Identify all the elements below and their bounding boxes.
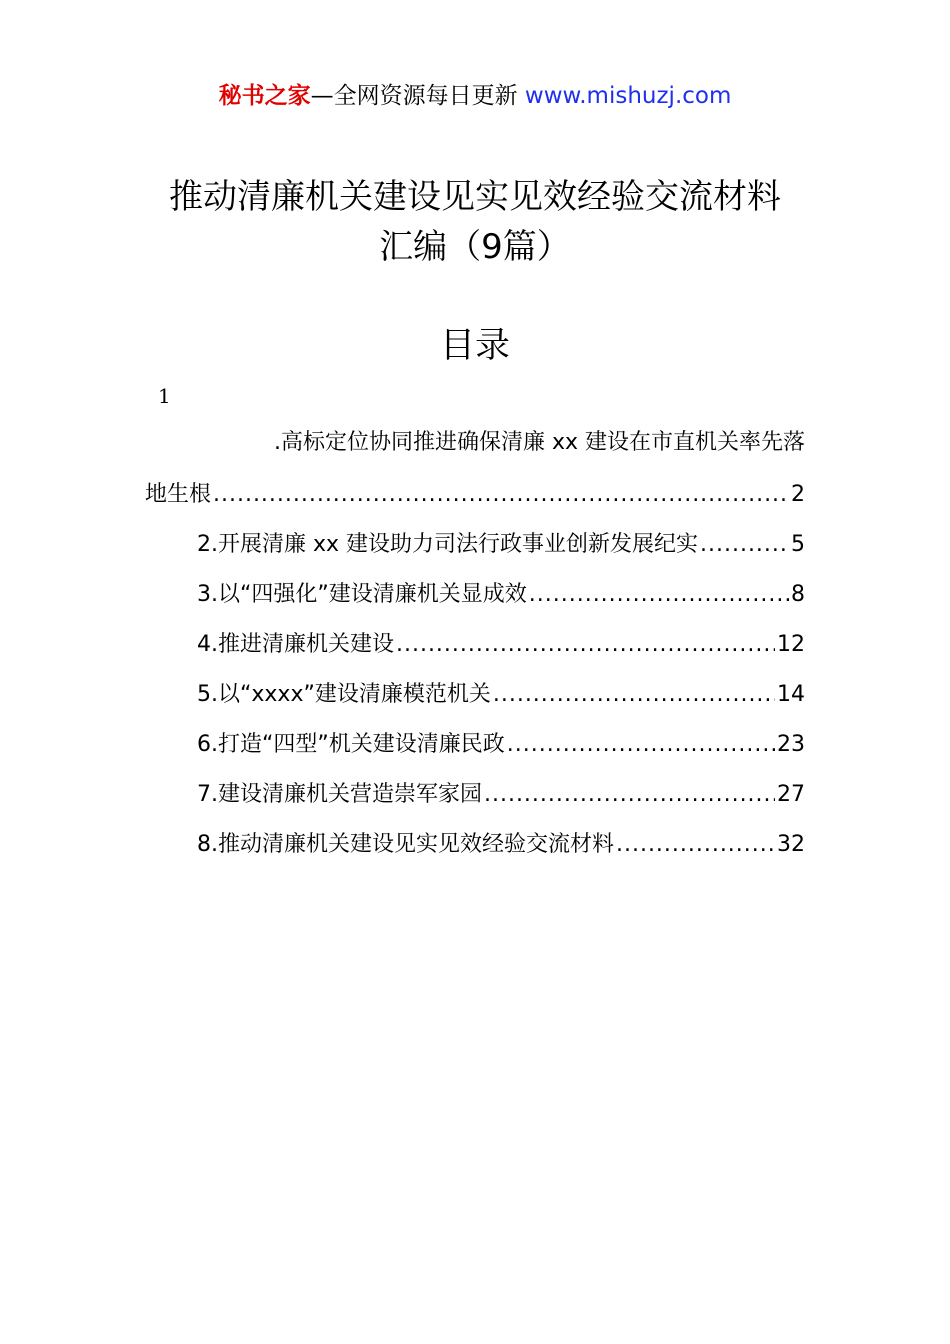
toc-entry-1-line-1[interactable] <box>145 425 805 459</box>
toc-entry-1-line-2[interactable] <box>145 477 805 511</box>
toc-entry-6[interactable] <box>197 727 805 761</box>
toc-leader-dots <box>493 682 775 707</box>
site-url-link[interactable]: www.mishuzj.com <box>524 83 732 109</box>
toc-entry-text: .高标定位协同推进确保清廉 xx 建设在市直机关率先落 <box>273 430 805 455</box>
toc-page-number: 8 <box>791 582 805 607</box>
toc-entry-7[interactable] <box>197 777 805 811</box>
toc-page-number: 2 <box>791 482 805 507</box>
toc-leader-dots <box>616 832 775 857</box>
brand-name: 秘书之家 <box>218 83 311 109</box>
toc-leader-dots <box>396 632 775 657</box>
toc-leader-dots <box>484 782 775 807</box>
toc-entry-4[interactable] <box>197 627 805 661</box>
toc-page-number: 12 <box>777 632 805 657</box>
header-tagline: —全网资源每日更新 <box>310 83 525 109</box>
toc-entry-2[interactable] <box>197 527 805 561</box>
toc-entry-3[interactable] <box>197 577 805 611</box>
toc-page-number: 32 <box>777 832 805 857</box>
toc-entry-text: 3.以“四强化”建设清廉机关显成效 <box>197 582 527 607</box>
site-header <box>0 80 950 112</box>
toc-entry-text: 2.开展清廉 xx 建设助力司法行政事业创新发展纪实 <box>197 532 699 557</box>
toc-entry-text: 4.推进清廉机关建设 <box>197 632 394 657</box>
toc-leader-dots <box>529 582 789 607</box>
title-line-2: 汇编（9篇） <box>379 227 571 267</box>
toc-heading: 目录 <box>439 326 510 366</box>
toc-entry-5[interactable] <box>197 677 805 711</box>
title-line-1: 推动清廉机关建设见实见效经验交流材料 <box>169 177 781 217</box>
toc-leader-dots <box>213 482 789 507</box>
toc-entry-text: 5.以“xxxx”建设清廉模范机关 <box>197 682 491 707</box>
page-marker: 1 <box>158 384 171 408</box>
toc-entry-text: 7.建设清廉机关营造崇军家园 <box>197 782 482 807</box>
toc-leader-dots <box>507 732 775 757</box>
toc-page-number: 5 <box>791 532 805 557</box>
toc-page-number: 14 <box>777 682 805 707</box>
toc-entry-text: 6.打造“四型”机关建设清廉民政 <box>197 732 505 757</box>
document-title <box>0 172 950 272</box>
toc-entry-8[interactable] <box>197 827 805 861</box>
toc-page-number: 27 <box>777 782 805 807</box>
toc-page-number: 23 <box>777 732 805 757</box>
toc-entry-text: 8.推动清廉机关建设见实见效经验交流材料 <box>197 832 614 857</box>
toc-entry-text: 地生根 <box>145 482 212 507</box>
toc-leader-dots <box>700 532 789 557</box>
